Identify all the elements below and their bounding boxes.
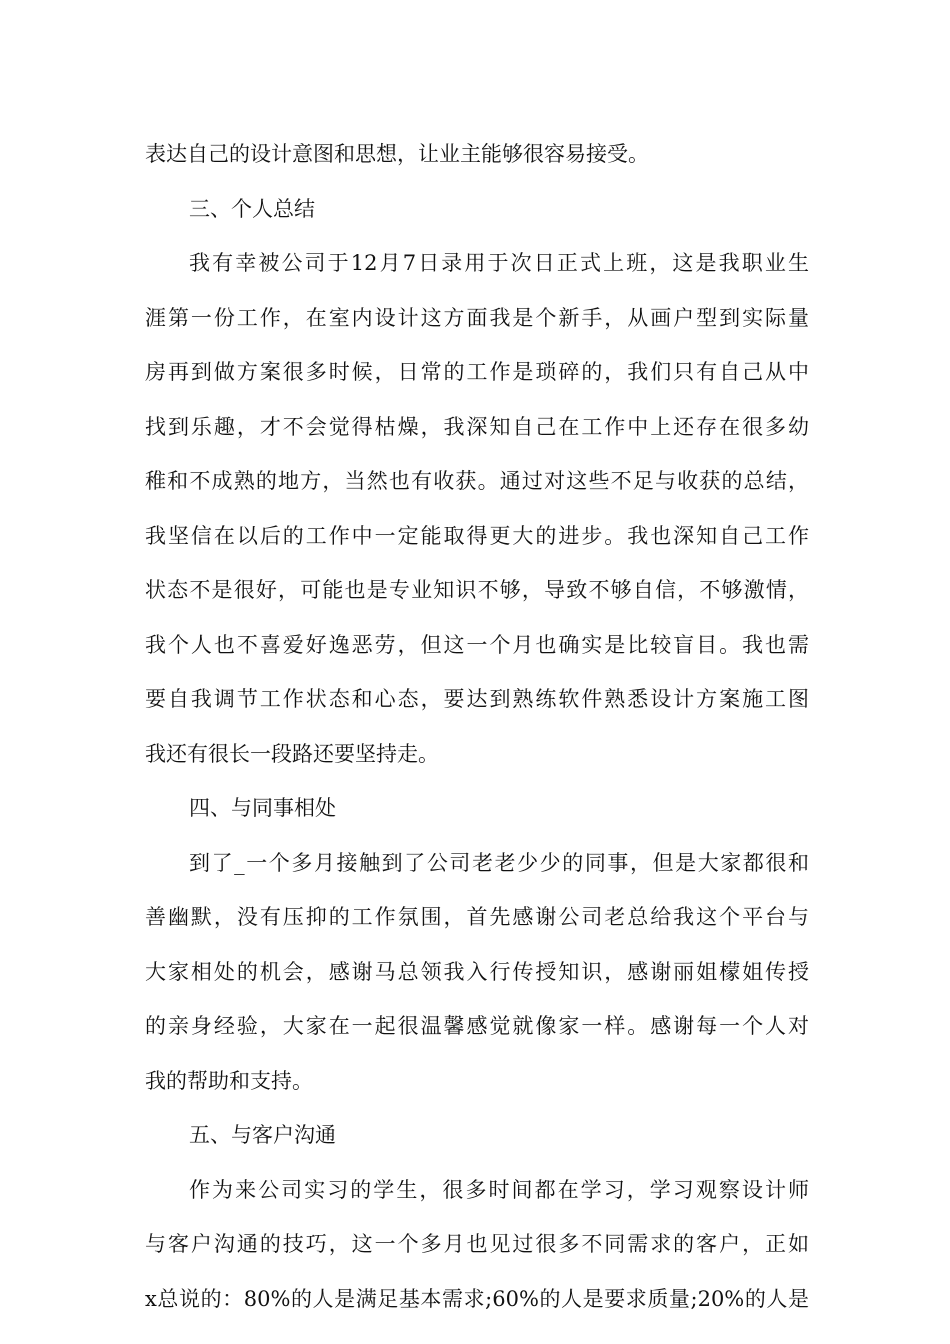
text-line: 我个人也不喜爱好逸恶劳，但这一个月也确实是比较盲目。我也需 bbox=[145, 632, 809, 657]
text-line: 稚和不成熟的地方，当然也有收获。通过对这些不足与收获的总结， bbox=[145, 469, 809, 493]
text-line: 找到乐趣，才不会觉得枯燥，我深知自己在工作中上还存在很多幼 bbox=[145, 414, 809, 439]
text-line: 我还有很长一段路还要坚持走。 bbox=[145, 741, 439, 766]
text-line: 与客户沟通的技巧，这一个多月也见过很多不同需求的客户，正如 bbox=[145, 1232, 809, 1256]
text-line: 四、与同事相处 bbox=[189, 796, 336, 820]
text-line: 我坚信在以后的工作中一定能取得更大的进步。我也深知自己工作 bbox=[145, 523, 809, 548]
text-line: x总说的：80%的人是满足基本需求;60%的人是要求质量;20%的人是 bbox=[145, 1286, 809, 1311]
text-line: 的亲身经验，大家在一起很温馨感觉就像家一样。感谢每一个人对 bbox=[145, 1014, 809, 1038]
text-line: 状态不是很好，可能也是专业知识不够，导致不够自信，不够激情， bbox=[145, 578, 809, 602]
text-line: 作为来公司实习的学生，很多时间都在学习，学习观察设计师 bbox=[189, 1177, 809, 1202]
text-line: 表达自己的设计意图和思想，让业主能够很容易接受。 bbox=[145, 142, 649, 166]
text-line: 善幽默，没有压抑的工作氛围，首先感谢公司老总给我这个平台与 bbox=[145, 905, 809, 929]
text-line: 我有幸被公司于12月7日录用于次日正式上班，这是我职业生 bbox=[189, 251, 809, 275]
text-line: 我的帮助和支持。 bbox=[145, 1068, 313, 1093]
text-line: 涯第一份工作，在室内设计这方面我是个新手，从画户型到实际量 bbox=[145, 305, 809, 330]
text-line: 房再到做方案很多时候，日常的工作是琐碎的，我们只有自己从中 bbox=[145, 360, 809, 384]
text-line: 五、与客户沟通 bbox=[189, 1123, 336, 1147]
text-line: 到了_一个多月接触到了公司老老少少的同事，但是大家都很和 bbox=[189, 850, 809, 875]
text-line: 三、个人总结 bbox=[189, 196, 315, 221]
text-line: 大家相处的机会，感谢马总领我入行传授知识，感谢丽姐檬姐传授 bbox=[145, 959, 809, 984]
document-body bbox=[145, 127, 835, 1326]
text-line: 要自我调节工作状态和心态，要达到熟练软件熟悉设计方案施工图 bbox=[145, 687, 809, 711]
